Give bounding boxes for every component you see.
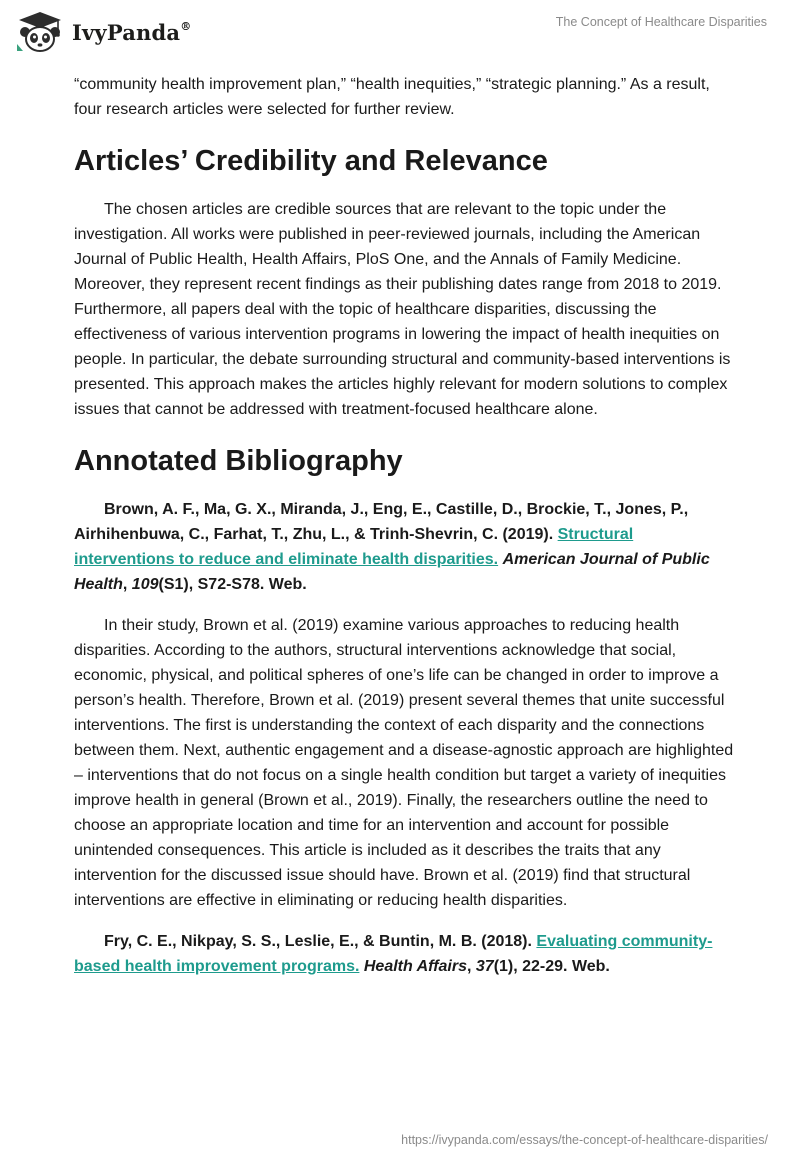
brand-name: IvyPanda® <box>72 19 192 45</box>
annotation-brown: In their study, Brown et al. (2019) examine various approaches to reducing health disparities. According to the authors, structural interventions acknowledge that social, economic, physical, and political spheres of one’s life can be changed in order to improve a person’s health. Therefore, Brown et al. (2019) present several themes that unite successful interventions. The first is understanding the context of each disparity and the connections between them. Next, authentic engagement and a disease-agnostic approach are highlighted – interventions that do not focus on a single health condition but target a variety of inequities improve health in general (Brown et al., 2019). Finally, the researchers outline the need to choose an appropriate location and time for an intervention and account for possible unintended consequences. This article is included as it describes the traits that any intervention for the discussed issue should have. Brown et al. (2019) find that structural interventions are effective in eliminating or reducing health disparities. <box>74 617 734 909</box>
section-heading-bibliography: Annotated Bibliography <box>74 445 403 477</box>
logo[interactable] <box>14 10 191 54</box>
reference-link-fry[interactable]: Evaluating community-based health improvement programs. <box>74 933 713 975</box>
panda-logo-icon <box>14 10 66 54</box>
document-title: The Concept of Healthcare Disparities <box>555 15 767 29</box>
reference-fry: Fry, C. E., Nikpay, S. S., Leslie, E., & Buntin, M. B. (2018). Evaluating community-based health improvement programs. Health Affairs, 37(1), 22-29. Web. <box>74 933 713 975</box>
section-heading-credibility: Articles’ Credibility and Relevance <box>74 145 548 177</box>
page-header <box>0 0 800 64</box>
intro-paragraph: “community health improvement plan,” “health inequities,” “strategic planning.” As a result, four research articles were selected for further review. <box>74 76 710 118</box>
footer-url[interactable]: https://ivypanda.com/essays/the-concept-of-healthcare-disparities/ <box>401 1133 768 1147</box>
credibility-paragraph: The chosen articles are credible sources that are relevant to the topic under the investigation. All works were published in peer-reviewed journals, including the American Journal of Public Health, Health Affairs, PloS One, and the Annals of Family Medicine. Moreover, they represent recent findings as their publishing dates range from 2018 to 2019. Furthermore, all papers deal with the topic of healthcare disparities, discussing the effectiveness of various intervention programs in lowering the impact of health inequities on people. In particular, the debate surrounding structural and community-based interventions is presented. This approach makes the articles highly relevant for modern solutions to complex issues that cannot be addressed with treatment-focused healthcare alone. <box>74 201 731 418</box>
reference-link-brown[interactable]: Structural interventions to reduce and eliminate health disparities. <box>74 526 634 568</box>
reference-brown: Brown, A. F., Ma, G. X., Miranda, J., Eng, E., Castille, D., Brockie, T., Jones, P., Airhihenbuwa, C., Farhat, T., Zhu, L., & Trinh-Shevrin, C. (2019). Structural interventions to reduce and eliminate health disparities. American Journal of Public Health, 109(S1), S72-S78. Web. <box>74 501 710 593</box>
document-body <box>74 72 734 979</box>
